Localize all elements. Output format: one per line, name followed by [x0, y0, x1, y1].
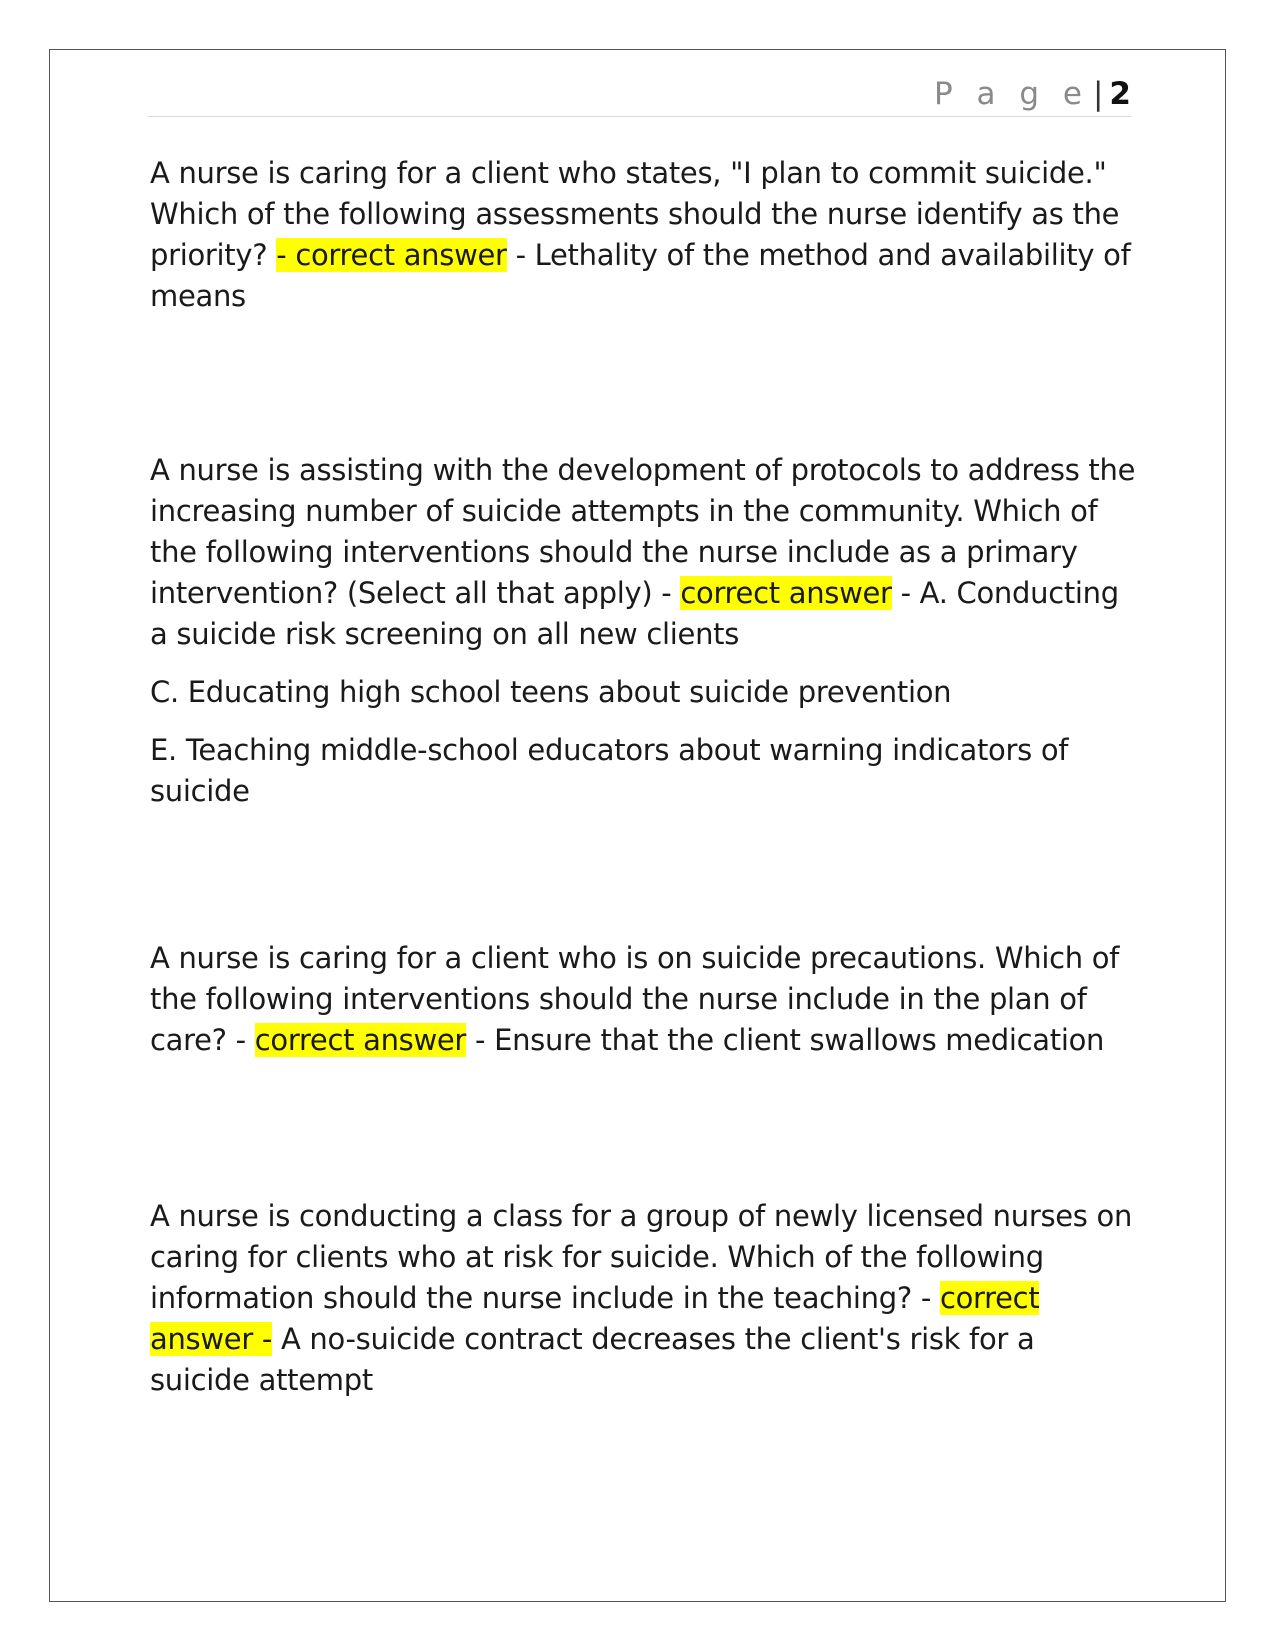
question-block — [150, 450, 1140, 812]
page-separator: | — [1092, 76, 1104, 112]
question-prompt: A nurse is caring for a client who is on suicide precautions. Which of the following interventions should the nurse include in the plan of care? - — [150, 941, 1120, 1057]
question-block — [150, 153, 1140, 317]
answer-text: - Lethality of the method and availability of means — [150, 238, 1131, 313]
answer-text: - A. Conducting a suicide risk screening on all new clients — [150, 576, 1119, 651]
question-text — [150, 1196, 1140, 1401]
answer-option: E. Teaching middle-school educators about warning indicators of suicide — [150, 733, 1069, 808]
question-text — [150, 938, 1140, 1061]
question-text — [150, 450, 1140, 655]
answer-option: C. Educating high school teens about suicide prevention — [150, 675, 952, 709]
answer-text: - Ensure that the client swallows medication — [466, 1023, 1105, 1057]
question-prompt: A nurse is assisting with the development of protocols to address the increasing number of suicide attempts in the community. Which of the following interventions should the nurse include as a primary intervention? (Select all that apply) - — [150, 453, 1136, 610]
answer-highlight: correct answer - — [150, 1281, 1040, 1356]
question-prompt: A nurse is caring for a client who states, "I plan to commit suicide." Which of the following assessments should the nurse identify as the priority? — [150, 156, 1120, 272]
answer-highlight: correct answer — [254, 1023, 467, 1057]
answer-highlight: - correct answer — [276, 238, 507, 272]
answer-text: A no-suicide contract decreases the client's risk for a suicide attempt — [150, 1322, 1035, 1397]
question-block — [150, 1196, 1140, 1401]
page-header — [147, 72, 1131, 117]
question-prompt: A nurse is conducting a class for a group of newly licensed nurses on caring for clients who at risk for suicide. Which of the following information should the nurse include in the teaching? - — [150, 1199, 1133, 1315]
question-block — [150, 938, 1140, 1061]
answer-highlight: correct answer — [680, 576, 892, 610]
document-body — [150, 153, 1140, 1401]
page-label: P a g e — [933, 76, 1089, 112]
page-number: 2 — [1109, 76, 1131, 112]
question-text — [150, 153, 1140, 317]
